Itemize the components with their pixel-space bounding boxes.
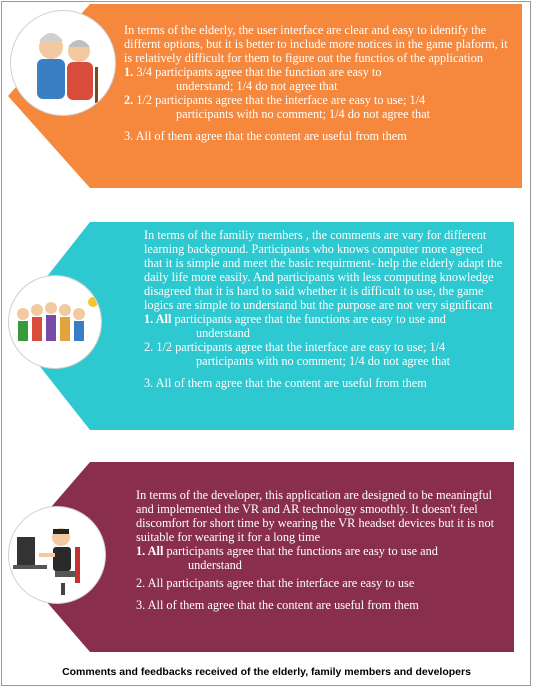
developer-item-2: 2. All participants agree that the interface are easy to use (136, 576, 415, 590)
elderly-panel (8, 4, 522, 188)
family-item-1: 1. All participants agree that the functions are easy to use and understand (144, 312, 446, 340)
elderly-item-1: 1. 3/4 participants agree that the function are easy to understand; 1/4 do not agree that (124, 65, 382, 93)
elderly-text (124, 23, 516, 143)
elderly-intro: In terms of the elderly, the user interface are clear and easy to identify the differnt options, but it is better to include more notices in the game plaform, it is relatively difficult for them to figure out the functios of the application (124, 23, 508, 65)
developer-item-1: 1. All participants agree that the functions are easy to use and understand (136, 544, 438, 572)
elderly-icon-circle (10, 10, 116, 116)
developer-at-computer-icon (9, 507, 105, 603)
elderly-item-2: 2. 1/2 participants agree that the interface are easy to use; 1/4 participants with no comment; 1/4 do not agree that (124, 93, 431, 121)
developer-text (136, 488, 504, 612)
figure-caption: Comments and feedbacks received of the elderly, family members and developers (62, 666, 471, 678)
elderly-item-2-num: 2. (124, 93, 134, 107)
developer-intro: In terms of the developer, this application are designed to be meaningful and implemented the VR and AR technology smoothly. It doesn't feel discomfort for short time by wearing the VR headset devices but it is not suitable for wearing it for a long time (136, 488, 495, 544)
family-intro: In terms of the familiy members , the comments are vary for different learning background. Participants who knows computer more agreed that it is simple and meet the basic requirment- help the elderly adapt the daily life more easily. And participants with less computing knowledge disagreed that it is hard to said whether it is difficult to use, the game logics are simple to understand but the purpose are not very significant (144, 228, 503, 312)
developer-item-3: 3. All of them agree that the content are useful from them (136, 598, 419, 612)
family-item-2: 2. 1/2 participants agree that the interface are easy to use; 1/4 participants with no comment; 1/4 do not agree that (144, 340, 451, 368)
developer-icon-circle (8, 506, 106, 604)
family-icon-circle (8, 275, 102, 369)
elderly-item-1-num: 1. (124, 65, 134, 79)
family-text (144, 228, 504, 390)
developer-panel (8, 462, 514, 652)
family-panel (8, 222, 514, 430)
family-item-3: 3. All of them agree that the content are useful from them (144, 376, 427, 390)
family-group-icon (9, 276, 101, 368)
elderly-item-3: 3. All of them agree that the content are useful from them (124, 129, 407, 143)
elderly-couple-icon (11, 11, 115, 115)
